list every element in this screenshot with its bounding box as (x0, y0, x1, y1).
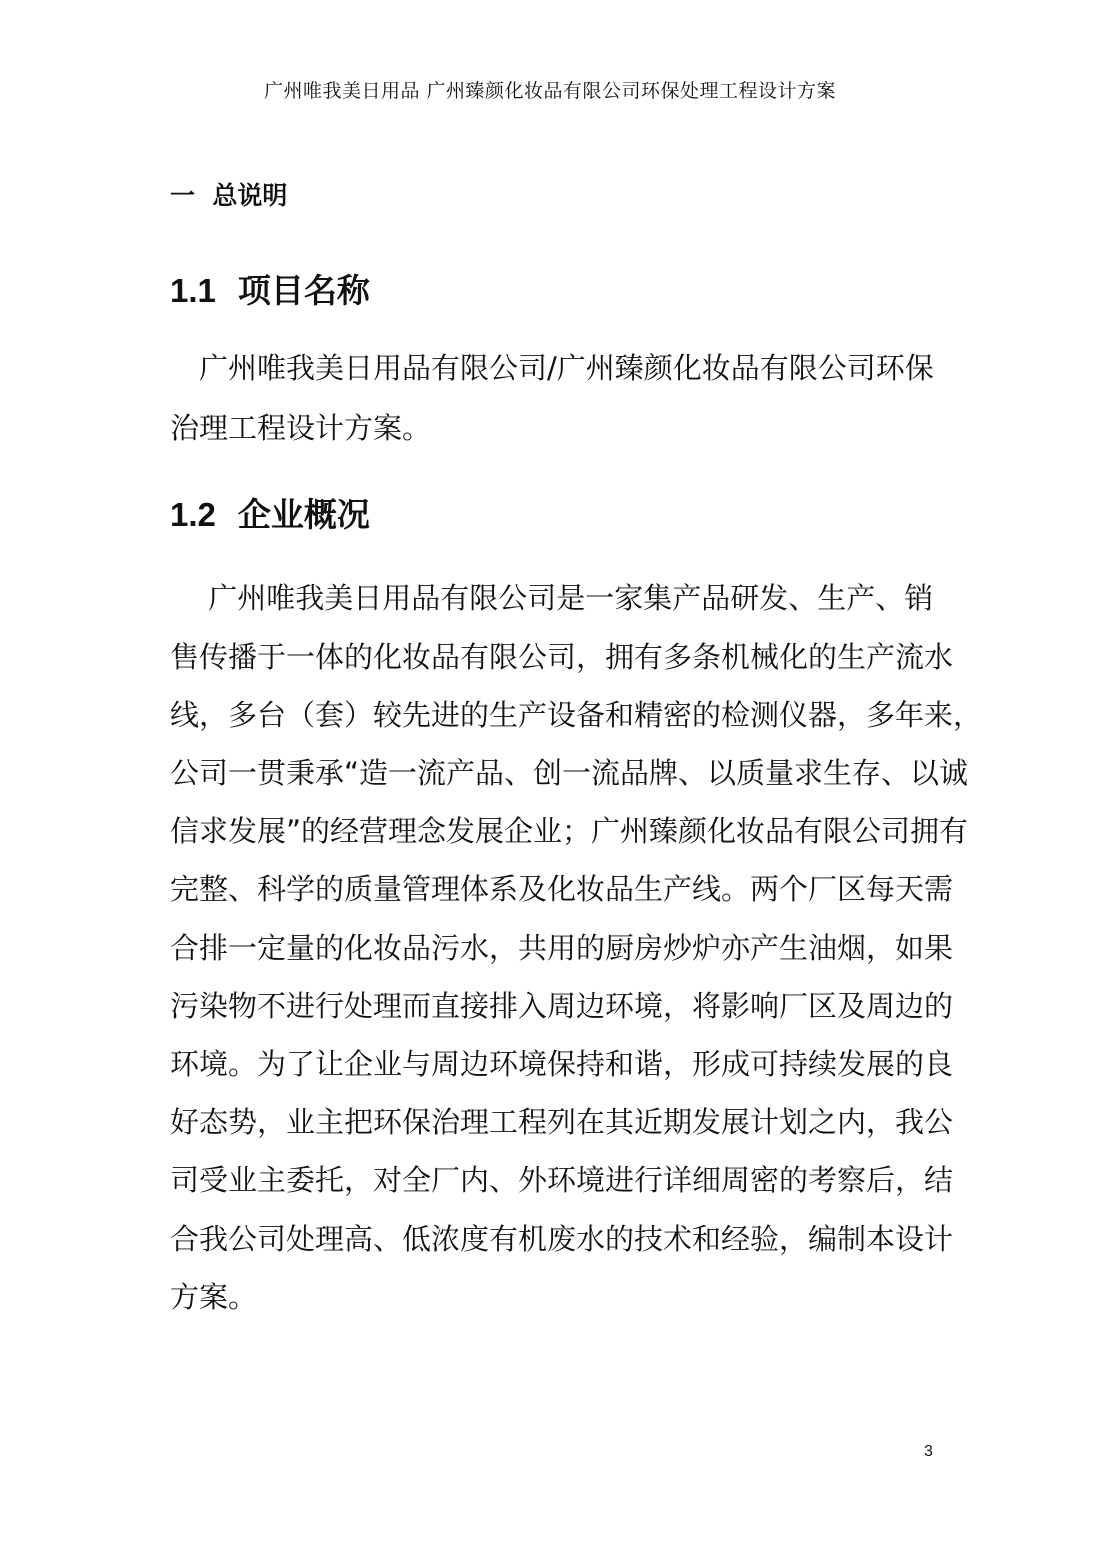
section-title: 企业概况 (237, 495, 370, 534)
paragraph-line: 信求发展”的经营理念发展企业；广州臻颜化妆品有限公司拥有 (170, 814, 969, 848)
paragraph-line: 合排一定量的化妆品污水，共用的厨房炒炉亦产生油烟，如果 (170, 931, 954, 965)
chapter-title: 一 总说明 (170, 181, 288, 210)
section-heading-1-1 (170, 265, 370, 312)
paragraph-line: 治理工程设计方案。 (170, 411, 432, 445)
section-number: 1.1 (170, 272, 216, 309)
paragraph-line: 广州唯我美日用品有限公司是一家集产品研发、生产、销 (170, 581, 934, 615)
paragraph-line: 线，多台（套）较先进的生产设备和精密的检测仪器，多年来， (170, 698, 983, 732)
section-title: 项目名称 (237, 271, 370, 310)
paragraph-line: 售传播于一体的化妆品有限公司，拥有多条机械化的生产流水 (170, 640, 954, 674)
paragraph-line: 好态势，业主把环保治理工程列在其近期发展计划之内，我公 (170, 1105, 954, 1139)
paragraph-line: 广州唯我美日用品有限公司/广州臻颜化妆品有限公司环保 (170, 351, 934, 385)
section-number: 1.2 (170, 496, 216, 533)
section-heading-1-2 (170, 489, 370, 536)
paragraph-line: 司受业主委托，对全厂内、外环境进行详细周密的考察后，结 (170, 1163, 954, 1197)
page-number: 3 (924, 1443, 933, 1460)
paragraph-line: 合我公司处理高、低浓度有机废水的技术和经验，编制本设计 (170, 1222, 954, 1256)
paragraph-line: 污染物不进行处理而直接排入周边环境，将影响厂区及周边的 (170, 989, 954, 1023)
paragraph-line: 环境。为了让企业与周边环境保持和谐，形成可持续发展的良 (170, 1047, 954, 1081)
paragraph-line: 方案。 (170, 1280, 258, 1314)
paragraph-line: 完整、科学的质量管理体系及化妆品生产线。两个厂区每天需 (170, 872, 954, 906)
paragraph-line: 公司一贯秉承“造一流产品、创一流品牌、以质量求生存、以诚 (170, 756, 969, 790)
running-header: 广州唯我美日用品 广州臻颜化妆品有限公司环保处理工程设计方案 (263, 80, 837, 102)
